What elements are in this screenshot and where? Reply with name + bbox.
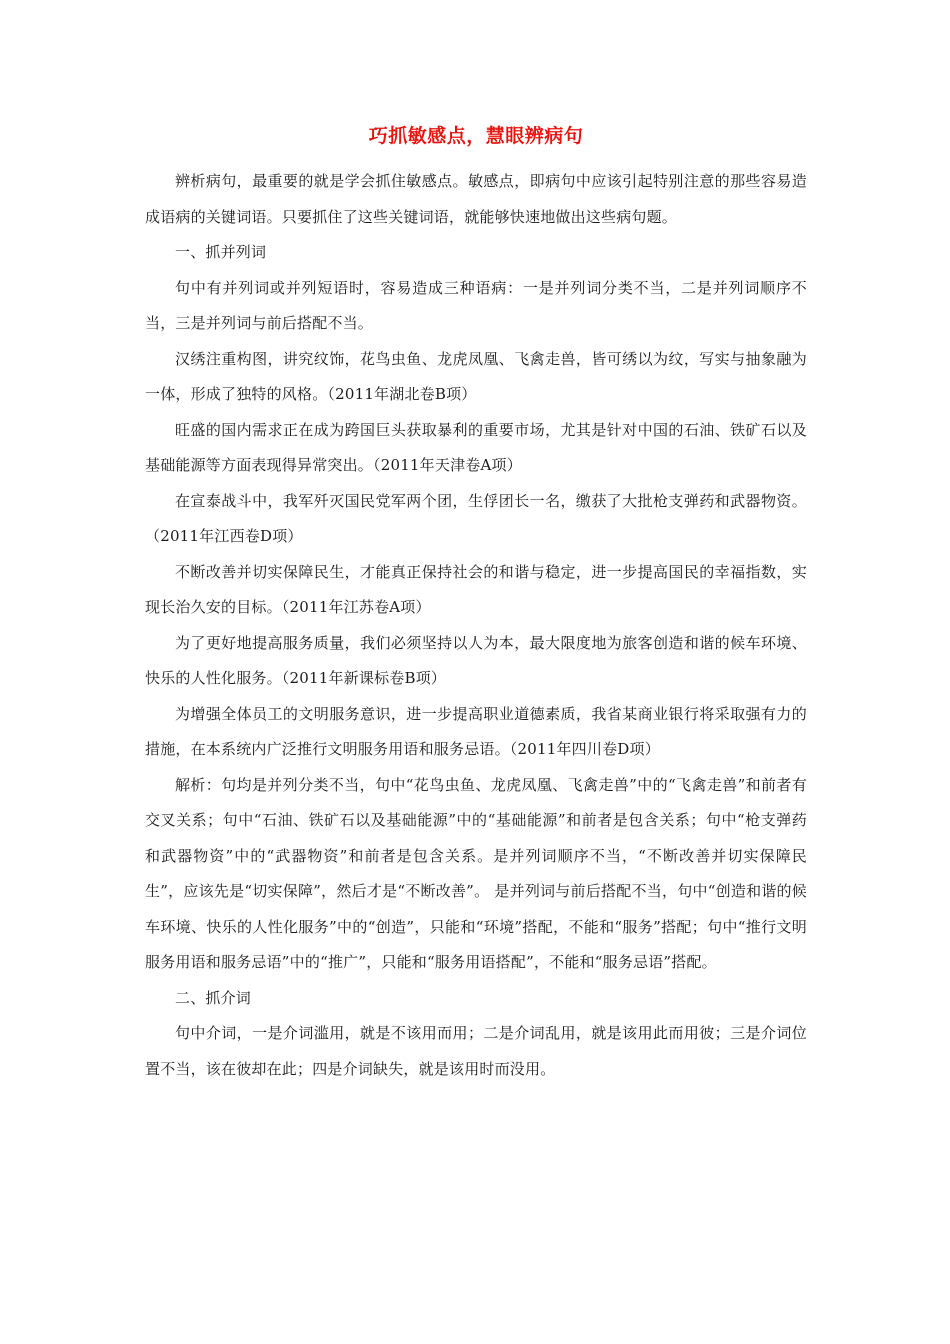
section-heading-prepositions: 二、抓介词	[175, 988, 252, 1007]
document-page	[145, 118, 807, 1087]
document-title: 巧抓敏感点，慧眼辨病句	[368, 125, 584, 147]
example-sentence-jiangxi: 在宣泰战斗中，我军歼灭国民党军两个团，生俘团长一名，缴获了大批枪支弹药和武器物资。（2011年江西卷D项）	[145, 491, 807, 545]
example-sentence-hubei: 汉绣注重构图，讲究纹饰，花鸟虫鱼、龙虎凤凰、飞禽走兽，皆可绣以为纹，写实与抽象融为一体，形成了独特的风格。（2011年湖北卷B项）	[145, 349, 807, 403]
prepositions-explanation: 句中介词，一是介词滥用，就是不该用而用；二是介词乱用，就是该用此而用彼；三是介词位置不当，该在彼却在此；四是介词缺失，就是该用时而没用。	[145, 1024, 807, 1078]
example-sentence-tianjin: 旺盛的国内需求正在成为跨国巨头获取暴利的重要市场，尤其是针对中国的石油、铁矿石以及基础能源等方面表现得异常突出。（2011年天津卷A项）	[145, 420, 807, 474]
parallel-words-explanation: 句中有并列词或并列短语时，容易造成三种语病：一是并列词分类不当，二是并列词顺序不当，三是并列词与前后搭配不当。	[145, 278, 807, 332]
example-sentence-jiangsu: 不断改善并切实保障民生，才能真正保持社会的和谐与稳定，进一步提高国民的幸福指数，实现长治久安的目标。（2011年江苏卷A项）	[145, 562, 807, 616]
section-heading-parallel-words: 一、抓并列词	[175, 243, 267, 261]
intro-paragraph: 辨析病句，最重要的就是学会抓住敏感点。敏感点，即病句中应该引起特别注意的那些容易造成语病的关键词语。只要抓住了这些关键词语，就能够快速地做出这些病句题。	[145, 172, 807, 226]
analysis-paragraph: 解析：句均是并列分类不当，句中“花鸟虫鱼、龙虎凤凰、飞禽走兽”中的“飞禽走兽”和前者有交叉关系；句中“石油、铁矿石以及基础能源”中的“基础能源”和前者是包含关系；句中“枪支弹药和武器物资”中的“武器物资”和前者是包含关系。是并列词顺序不当，“不断改善并切实保障民生”，应该先是“切实保障”，然后才是“不断改善”。 是并列词与前后搭配不当，句中“创造和谐的候车环境、快乐的人性化服务”中的“创造”，只能和“环境”搭配，不能和“服务”搭配；句中“推行文明服务用语和服务忌语”中的“推广”，只能和“服务用语搭配”，不能和“服务忌语”搭配。	[145, 775, 807, 971]
example-sentence-xinkebiao: 为了更好地提高服务质量，我们必须坚持以人为本，最大限度地为旅客创造和谐的候车环境、快乐的人性化服务。（2011年新课标卷B项）	[145, 633, 807, 687]
example-sentence-sichuan: 为增强全体员工的文明服务意识，进一步提高职业道德素质，我省某商业银行将采取强有力的措施，在本系统内广泛推行文明服务用语和服务忌语。（2011年四川卷D项）	[145, 704, 807, 758]
